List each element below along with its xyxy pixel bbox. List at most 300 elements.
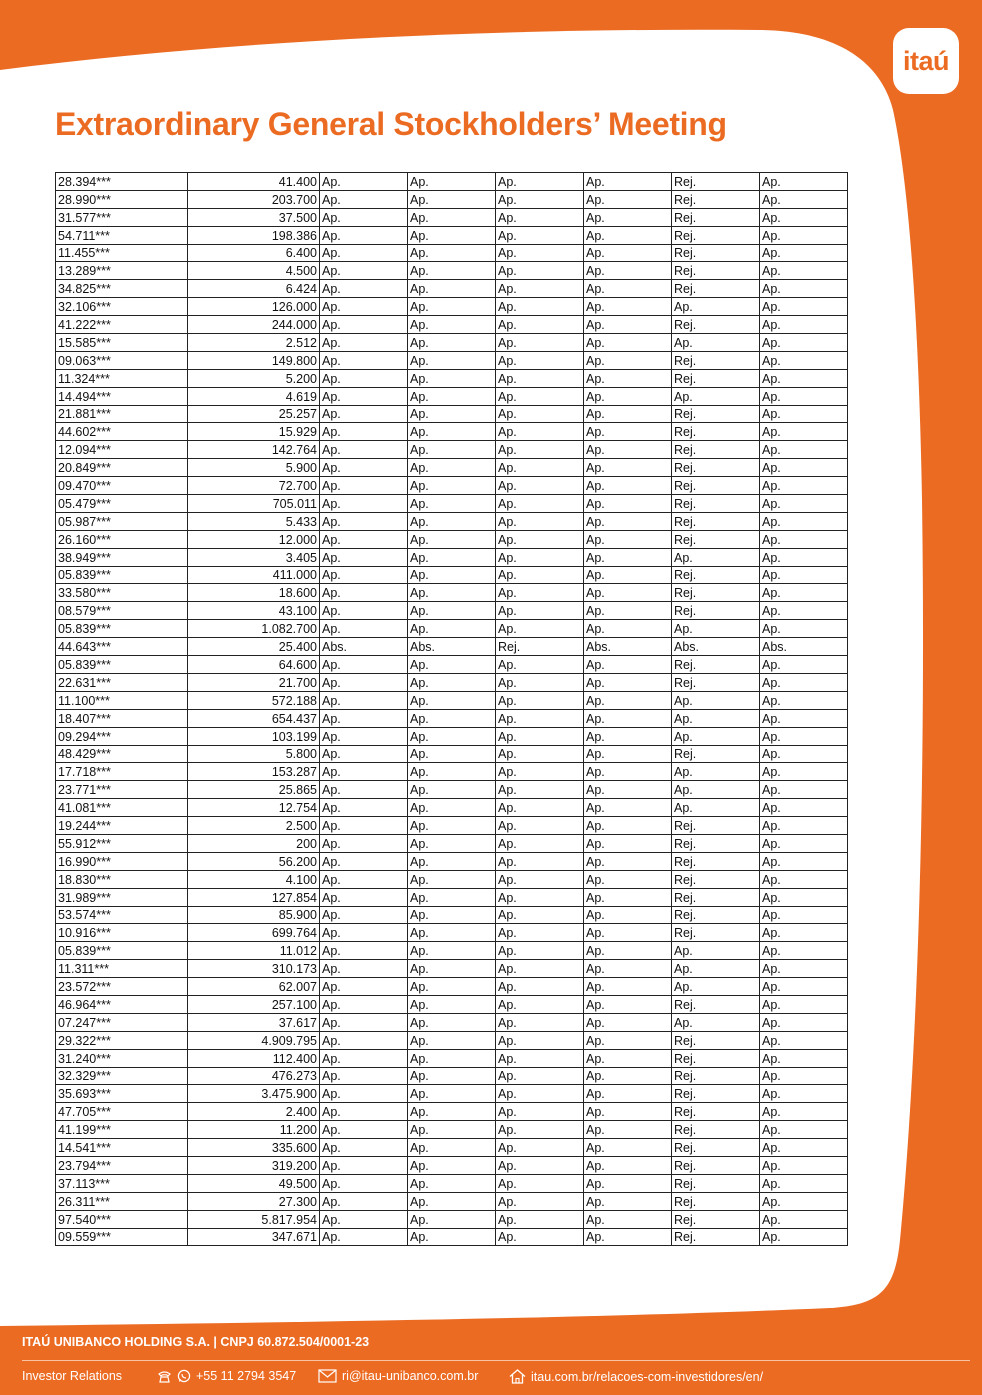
shares-cell: 6.400: [188, 244, 320, 262]
vote-cell: Ap.: [584, 423, 672, 441]
vote-cell: Ap.: [760, 512, 848, 530]
vote-cell: Ap.: [584, 530, 672, 548]
shares-cell: 2.512: [188, 334, 320, 352]
vote-cell: Ap.: [760, 727, 848, 745]
vote-cell: Rej.: [672, 405, 760, 423]
table-row: [56, 799, 848, 817]
table-row: [56, 602, 848, 620]
shares-cell: 4.909.795: [188, 1031, 320, 1049]
vote-cell: Rej.: [672, 817, 760, 835]
table-row: [56, 638, 848, 656]
table-row: [56, 1085, 848, 1103]
vote-cell: Ap.: [496, 620, 584, 638]
vote-cell: Rej.: [672, 280, 760, 298]
vote-cell: Ap.: [320, 656, 408, 674]
vote-cell: Ap.: [408, 799, 496, 817]
vote-cell: Ap.: [408, 1121, 496, 1139]
shares-cell: 4.100: [188, 870, 320, 888]
vote-cell: Rej.: [672, 441, 760, 459]
stockholder-id-cell: 41.081***: [56, 799, 188, 817]
vote-cell: Ap.: [760, 942, 848, 960]
vote-cell: Ap.: [320, 1121, 408, 1139]
table-row: [56, 1139, 848, 1157]
shares-cell: 5.800: [188, 745, 320, 763]
table-row: [56, 387, 848, 405]
vote-cell: Ap.: [496, 906, 584, 924]
vote-cell: Ap.: [760, 799, 848, 817]
vote-cell: Ap.: [496, 584, 584, 602]
vote-cell: Rej.: [672, 566, 760, 584]
table-row: [56, 834, 848, 852]
vote-cell: Ap.: [408, 995, 496, 1013]
vote-cell: Ap.: [584, 512, 672, 530]
vote-cell: Ap.: [408, 763, 496, 781]
vote-cell: Ap.: [760, 441, 848, 459]
stockholder-id-cell: 31.577***: [56, 208, 188, 226]
vote-cell: Rej.: [672, 656, 760, 674]
shares-cell: 244.000: [188, 316, 320, 334]
vote-cell: Ap.: [496, 1228, 584, 1246]
shares-cell: 149.800: [188, 351, 320, 369]
table-row: [56, 1210, 848, 1228]
vote-cell: Ap.: [408, 548, 496, 566]
stockholder-id-cell: 05.839***: [56, 620, 188, 638]
stockholder-id-cell: 18.407***: [56, 709, 188, 727]
table-row: [56, 351, 848, 369]
vote-cell: Ap.: [584, 888, 672, 906]
vote-cell: Ap.: [584, 1228, 672, 1246]
vote-cell: Ap.: [584, 244, 672, 262]
stockholder-id-cell: 44.643***: [56, 638, 188, 656]
table-row: [56, 423, 848, 441]
table-row: [56, 1192, 848, 1210]
vote-cell: Rej.: [672, 1121, 760, 1139]
vote-cell: Ap.: [496, 745, 584, 763]
vote-cell: Ap.: [584, 995, 672, 1013]
vote-cell: Ap.: [320, 423, 408, 441]
vote-cell: Ap.: [760, 834, 848, 852]
vote-cell: Ap.: [760, 316, 848, 334]
table-row: [56, 459, 848, 477]
vote-cell: Ap.: [496, 316, 584, 334]
vote-cell: Ap.: [320, 584, 408, 602]
vote-cell: Ap.: [496, 656, 584, 674]
stockholder-id-cell: 41.199***: [56, 1121, 188, 1139]
whatsapp-icon: [177, 1369, 191, 1383]
vote-cell: Ap.: [408, 1139, 496, 1157]
table-row: [56, 584, 848, 602]
shares-cell: 37.500: [188, 208, 320, 226]
vote-cell: Ap.: [584, 924, 672, 942]
vote-cell: Rej.: [672, 477, 760, 495]
shares-cell: 476.273: [188, 1067, 320, 1085]
vote-cell: Ap.: [408, 888, 496, 906]
shares-cell: 56.200: [188, 852, 320, 870]
vote-cell: Rej.: [672, 512, 760, 530]
vote-cell: Ap.: [408, 870, 496, 888]
shares-cell: 654.437: [188, 709, 320, 727]
table-row: [56, 190, 848, 208]
shares-cell: 347.671: [188, 1228, 320, 1246]
table-row: [56, 1067, 848, 1085]
phone-icon: [157, 1370, 172, 1383]
vote-cell: Ap.: [760, 495, 848, 513]
vote-cell: Ap.: [408, 834, 496, 852]
vote-cell: Ap.: [408, 1031, 496, 1049]
vote-cell: Ap.: [760, 387, 848, 405]
table-row: [56, 1049, 848, 1067]
vote-cell: Rej.: [672, 530, 760, 548]
vote-cell: Ap.: [584, 602, 672, 620]
vote-cell: Ap.: [496, 1085, 584, 1103]
vote-cell: Ap.: [408, 459, 496, 477]
vote-cell: Ap.: [320, 1067, 408, 1085]
stockholder-id-cell: 41.222***: [56, 316, 188, 334]
vote-cell: Ap.: [408, 817, 496, 835]
vote-cell: Ap.: [496, 1103, 584, 1121]
table-row: [56, 620, 848, 638]
vote-cell: Ap.: [584, 316, 672, 334]
vote-cell: Ap.: [584, 369, 672, 387]
vote-cell: Ap.: [584, 673, 672, 691]
vote-cell: Ap.: [408, 978, 496, 996]
shares-cell: 203.700: [188, 190, 320, 208]
vote-cell: Ap.: [672, 709, 760, 727]
vote-cell: Ap.: [320, 208, 408, 226]
vote-cell: Ap.: [408, 727, 496, 745]
vote-cell: Rej.: [672, 1210, 760, 1228]
table-row: [56, 334, 848, 352]
vote-cell: Ap.: [760, 351, 848, 369]
vote-cell: Ap.: [320, 495, 408, 513]
vote-cell: Rej.: [672, 995, 760, 1013]
vote-cell: Ap.: [760, 1156, 848, 1174]
stockholder-id-cell: 20.849***: [56, 459, 188, 477]
table-row: [56, 244, 848, 262]
table-row: [56, 1174, 848, 1192]
vote-cell: Ap.: [584, 459, 672, 477]
vote-cell: Ap.: [584, 1139, 672, 1157]
stockholder-id-cell: 31.240***: [56, 1049, 188, 1067]
table-row: [56, 1031, 848, 1049]
vote-cell: Ap.: [584, 405, 672, 423]
vote-cell: Ap.: [496, 888, 584, 906]
vote-cell: Ap.: [760, 995, 848, 1013]
vote-cell: Ap.: [320, 226, 408, 244]
vote-cell: Rej.: [672, 906, 760, 924]
vote-cell: Ap.: [408, 190, 496, 208]
vote-cell: Ap.: [760, 1103, 848, 1121]
stockholder-id-cell: 23.572***: [56, 978, 188, 996]
vote-cell: Ap.: [584, 620, 672, 638]
vote-cell: Ap.: [760, 1085, 848, 1103]
vote-cell: Ap.: [496, 1049, 584, 1067]
stockholder-id-cell: 35.693***: [56, 1085, 188, 1103]
stockholder-id-cell: 09.063***: [56, 351, 188, 369]
vote-cell: Ap.: [320, 602, 408, 620]
vote-cell: Ap.: [320, 1139, 408, 1157]
vote-cell: Ap.: [320, 262, 408, 280]
shares-cell: 257.100: [188, 995, 320, 1013]
vote-cell: Rej.: [672, 1085, 760, 1103]
vote-cell: Rej.: [672, 924, 760, 942]
vote-cell: Ap.: [496, 441, 584, 459]
vote-cell: Ap.: [496, 673, 584, 691]
vote-cell: Ap.: [760, 566, 848, 584]
vote-cell: Ap.: [584, 262, 672, 280]
stockholder-id-cell: 54.711***: [56, 226, 188, 244]
vote-cell: Ap.: [320, 709, 408, 727]
vote-cell: Ap.: [672, 799, 760, 817]
vote-cell: Ap.: [408, 423, 496, 441]
shares-cell: 15.929: [188, 423, 320, 441]
table-row: [56, 852, 848, 870]
vote-cell: Ap.: [496, 262, 584, 280]
vote-cell: Ap.: [496, 942, 584, 960]
vote-cell: Ap.: [320, 834, 408, 852]
vote-cell: Ap.: [584, 745, 672, 763]
vote-cell: Ap.: [760, 960, 848, 978]
vote-cell: Ap.: [584, 548, 672, 566]
vote-cell: Ap.: [408, 173, 496, 191]
vote-cell: Ap.: [672, 691, 760, 709]
vote-cell: Ap.: [584, 334, 672, 352]
stockholder-id-cell: 11.100***: [56, 691, 188, 709]
vote-cell: Ap.: [584, 495, 672, 513]
stockholder-id-cell: 05.839***: [56, 942, 188, 960]
vote-cell: Ap.: [584, 387, 672, 405]
stockholder-id-cell: 09.559***: [56, 1228, 188, 1246]
vote-cell: Rej.: [672, 852, 760, 870]
shares-cell: 2.400: [188, 1103, 320, 1121]
stockholder-id-cell: 48.429***: [56, 745, 188, 763]
stockholder-id-cell: 32.329***: [56, 1067, 188, 1085]
vote-cell: Ap.: [496, 1031, 584, 1049]
vote-cell: Ap.: [496, 387, 584, 405]
vote-cell: Ap.: [584, 1192, 672, 1210]
vote-cell: Ap.: [760, 423, 848, 441]
table-row: [56, 978, 848, 996]
shares-cell: 21.700: [188, 673, 320, 691]
vote-cell: Ap.: [408, 924, 496, 942]
vote-cell: Ap.: [672, 942, 760, 960]
vote-cell: Ap.: [760, 978, 848, 996]
vote-cell: Ap.: [760, 870, 848, 888]
vote-cell: Ap.: [496, 978, 584, 996]
shares-cell: 41.400: [188, 173, 320, 191]
vote-cell: Ap.: [760, 208, 848, 226]
shares-cell: 11.200: [188, 1121, 320, 1139]
shares-cell: 4.500: [188, 262, 320, 280]
vote-cell: Ap.: [760, 1192, 848, 1210]
vote-cell: Ap.: [496, 369, 584, 387]
voting-results-table: [55, 172, 848, 1246]
table-row: [56, 226, 848, 244]
table-row: [56, 1156, 848, 1174]
vote-cell: Ap.: [760, 280, 848, 298]
stockholder-id-cell: 11.455***: [56, 244, 188, 262]
footer-phone[interactable]: +55 11 2794 3547: [157, 1369, 296, 1383]
table-row: [56, 745, 848, 763]
page-title: Extraordinary General Stockholders’ Meeting: [55, 106, 727, 142]
table-row: [56, 369, 848, 387]
vote-cell: Ap.: [320, 1174, 408, 1192]
vote-cell: Ap.: [584, 870, 672, 888]
stockholder-id-cell: 34.825***: [56, 280, 188, 298]
vote-cell: Ap.: [320, 870, 408, 888]
shares-cell: 112.400: [188, 1049, 320, 1067]
vote-cell: Ap.: [584, 817, 672, 835]
footer-email[interactable]: ri@itau-unibanco.com.br: [318, 1369, 478, 1383]
vote-cell: Ap.: [320, 960, 408, 978]
vote-cell: Ap.: [496, 817, 584, 835]
vote-cell: Rej.: [672, 369, 760, 387]
table-row: [56, 870, 848, 888]
table-row: [56, 1013, 848, 1031]
table-row: [56, 512, 848, 530]
vote-cell: Ap.: [320, 1228, 408, 1246]
vote-cell: Ap.: [760, 673, 848, 691]
vote-cell: Ap.: [408, 1192, 496, 1210]
vote-cell: Ap.: [496, 334, 584, 352]
table-row: [56, 530, 848, 548]
shares-cell: 25.400: [188, 638, 320, 656]
vote-cell: Ap.: [408, 852, 496, 870]
vote-cell: Ap.: [760, 1228, 848, 1246]
table-row: [56, 656, 848, 674]
vote-cell: Ap.: [584, 1103, 672, 1121]
table-row: [56, 208, 848, 226]
vote-cell: Ap.: [760, 1067, 848, 1085]
vote-cell: Ap.: [320, 924, 408, 942]
stockholder-id-cell: 26.160***: [56, 530, 188, 548]
vote-cell: Ap.: [584, 477, 672, 495]
vote-cell: Ap.: [320, 512, 408, 530]
table-row: [56, 262, 848, 280]
vote-cell: Rej.: [672, 745, 760, 763]
vote-cell: Ap.: [320, 1192, 408, 1210]
vote-cell: Ap.: [584, 1013, 672, 1031]
shares-cell: 1.082.700: [188, 620, 320, 638]
vote-cell: Ap.: [408, 208, 496, 226]
vote-cell: Ap.: [584, 1049, 672, 1067]
shares-cell: 25.865: [188, 781, 320, 799]
vote-cell: Ap.: [320, 173, 408, 191]
vote-cell: Ap.: [408, 351, 496, 369]
vote-cell: Ap.: [320, 280, 408, 298]
vote-cell: Ap.: [584, 727, 672, 745]
shares-cell: 2.500: [188, 817, 320, 835]
vote-cell: Ap.: [672, 620, 760, 638]
vote-cell: Ap.: [408, 781, 496, 799]
mail-icon: [318, 1369, 337, 1383]
stockholder-id-cell: 21.881***: [56, 405, 188, 423]
table-row: [56, 924, 848, 942]
vote-cell: Ap.: [496, 423, 584, 441]
stockholder-id-cell: 23.794***: [56, 1156, 188, 1174]
vote-cell: Ap.: [584, 1121, 672, 1139]
vote-cell: Ap.: [320, 781, 408, 799]
table-row: [56, 995, 848, 1013]
footer-company-info: ITAÚ UNIBANCO HOLDING S.A. | CNPJ 60.872.504/0001-23: [22, 1335, 370, 1349]
vote-cell: Ap.: [408, 1210, 496, 1228]
vote-cell: Ap.: [760, 602, 848, 620]
shares-cell: 310.173: [188, 960, 320, 978]
vote-cell: Ap.: [760, 817, 848, 835]
table-row: [56, 477, 848, 495]
vote-cell: Ap.: [496, 799, 584, 817]
stockholder-id-cell: 14.541***: [56, 1139, 188, 1157]
table-row: [56, 817, 848, 835]
vote-cell: Rej.: [672, 673, 760, 691]
footer-website[interactable]: itau.com.br/relacoes-com-investidores/en/: [509, 1369, 763, 1384]
vote-cell: Ap.: [584, 709, 672, 727]
vote-cell: Ap.: [320, 906, 408, 924]
vote-cell: Ap.: [496, 1192, 584, 1210]
vote-cell: Ap.: [320, 852, 408, 870]
stockholder-id-cell: 26.311***: [56, 1192, 188, 1210]
vote-cell: Ap.: [320, 691, 408, 709]
table-row: [56, 888, 848, 906]
vote-cell: Ap.: [496, 226, 584, 244]
shares-cell: 85.900: [188, 906, 320, 924]
vote-cell: Ap.: [320, 190, 408, 208]
vote-cell: Ap.: [496, 834, 584, 852]
vote-cell: Ap.: [408, 512, 496, 530]
table-row: [56, 298, 848, 316]
vote-cell: Rej.: [496, 638, 584, 656]
vote-cell: Ap.: [320, 1210, 408, 1228]
vote-cell: Ap.: [584, 1067, 672, 1085]
table-row: [56, 673, 848, 691]
vote-cell: Ap.: [320, 530, 408, 548]
vote-cell: Ap.: [672, 548, 760, 566]
vote-cell: Rej.: [672, 351, 760, 369]
stockholder-id-cell: 18.830***: [56, 870, 188, 888]
vote-cell: Ap.: [496, 727, 584, 745]
table-row: [56, 1228, 848, 1246]
shares-cell: 705.011: [188, 495, 320, 513]
vote-cell: Ap.: [760, 405, 848, 423]
shares-cell: 572.188: [188, 691, 320, 709]
vote-cell: Ap.: [760, 459, 848, 477]
vote-cell: Ap.: [760, 620, 848, 638]
vote-cell: Ap.: [760, 1121, 848, 1139]
vote-cell: Ap.: [496, 405, 584, 423]
investor-relations-label: Investor Relations: [22, 1369, 123, 1383]
vote-cell: Ap.: [496, 1139, 584, 1157]
shares-cell: 43.100: [188, 602, 320, 620]
stockholder-id-cell: 55.912***: [56, 834, 188, 852]
vote-cell: Ap.: [320, 566, 408, 584]
vote-cell: Ap.: [320, 673, 408, 691]
vote-cell: Abs.: [672, 638, 760, 656]
vote-cell: Ap.: [584, 566, 672, 584]
shares-cell: 126.000: [188, 298, 320, 316]
shares-cell: 72.700: [188, 477, 320, 495]
vote-cell: Rej.: [672, 1103, 760, 1121]
vote-cell: Ap.: [496, 709, 584, 727]
vote-cell: Ap.: [584, 441, 672, 459]
vote-cell: Ap.: [320, 763, 408, 781]
table-row: [56, 173, 848, 191]
vote-cell: Ap.: [760, 1210, 848, 1228]
vote-cell: Ap.: [760, 924, 848, 942]
shares-cell: 11.012: [188, 942, 320, 960]
vote-cell: Ap.: [584, 173, 672, 191]
vote-cell: Rej.: [672, 1067, 760, 1085]
vote-cell: Abs.: [320, 638, 408, 656]
